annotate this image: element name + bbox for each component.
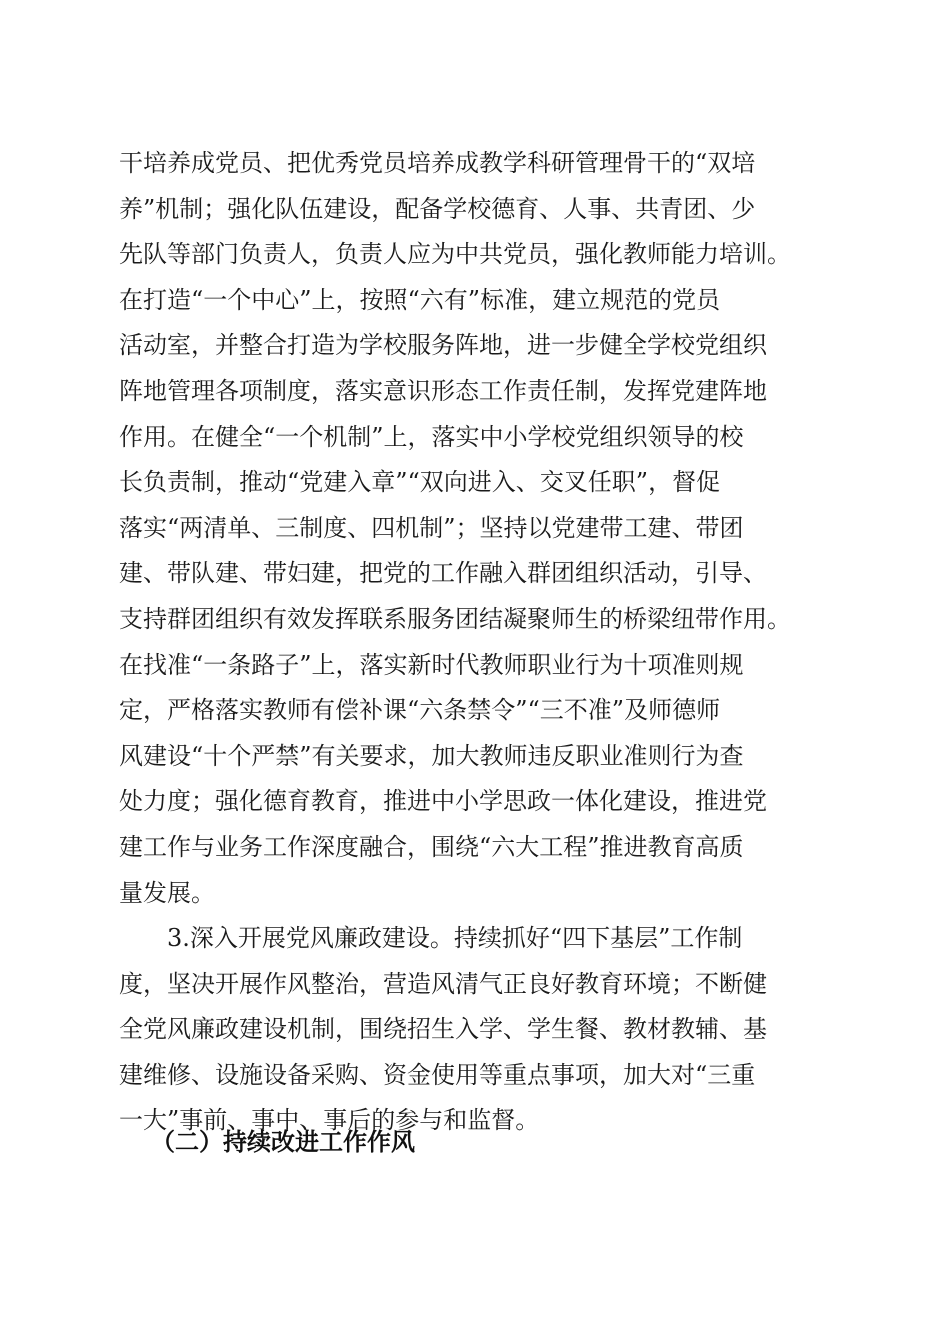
text-line: 先队等部门负责人，负责人应为中共党员，强化教师能力培训。	[119, 240, 791, 269]
text-line: 干培养成党员、把优秀党员培养成教学科研管理骨干的“双培	[119, 149, 756, 177]
text-line: 处力度；强化德育教育，推进中小学思政一体化建设，推进党	[119, 787, 767, 816]
text-line: 长负责制，推动“党建入章”“双向进入、交叉任职”，督促	[119, 468, 721, 497]
text-line: 度，坚决开展作风整治，营造风清气正良好教育环境；不断健	[119, 969, 767, 998]
body-text	[119, 141, 859, 1144]
section-heading: （二）持续改进工作作风	[151, 1128, 415, 1156]
text-line: 落实“两清单、三制度、四机制”；坚持以党建带工建、带团	[119, 513, 744, 542]
text-line: 建维修、设施设备采购、资金使用等重点事项，加大对“三重	[119, 1060, 756, 1089]
text-line: 定，严格落实教师有偿补课“六条禁令”“三不准”及师德师	[119, 696, 721, 725]
paragraph-start-line: 3.深入开展党风廉政建设。持续抓好“四下基层”工作制	[167, 924, 743, 953]
text-line: 量发展。	[119, 878, 215, 907]
text-line: 养”机制；强化队伍建设，配备学校德育、人事、共青团、少	[119, 194, 756, 223]
text-line: 支持群团组织有效发挥联系服务团结凝聚师生的桥梁纽带作用。	[119, 604, 791, 633]
text-line: 在找准“一条路子”上，落实新时代教师职业行为十项准则规	[119, 650, 744, 679]
text-line: 一大”事前、事中、事后的参与和监督。	[119, 1106, 540, 1135]
text-line: 在打造“一个中心”上，按照“六有”标准，建立规范的党员	[119, 285, 721, 314]
text-line: 建、带队建、带妇建，把党的工作融入群团组织活动，引导、	[119, 559, 767, 588]
text-line: 活动室，并整合打造为学校服务阵地，进一步健全学校党组织	[119, 331, 767, 360]
text-line: 作用。在健全“一个机制”上，落实中小学校党组织领导的校	[119, 422, 744, 451]
text-line: 全党风廉政建设机制，围绕招生入学、学生餐、教材教辅、基	[119, 1015, 767, 1044]
text-line: 风建设“十个严禁”有关要求，加大教师违反职业准则行为查	[119, 741, 744, 770]
text-line: 阵地管理各项制度，落实意识形态工作责任制，发挥党建阵地	[119, 376, 767, 405]
text-line: 建工作与业务工作深度融合，围绕“六大工程”推进教育高质	[119, 832, 744, 861]
